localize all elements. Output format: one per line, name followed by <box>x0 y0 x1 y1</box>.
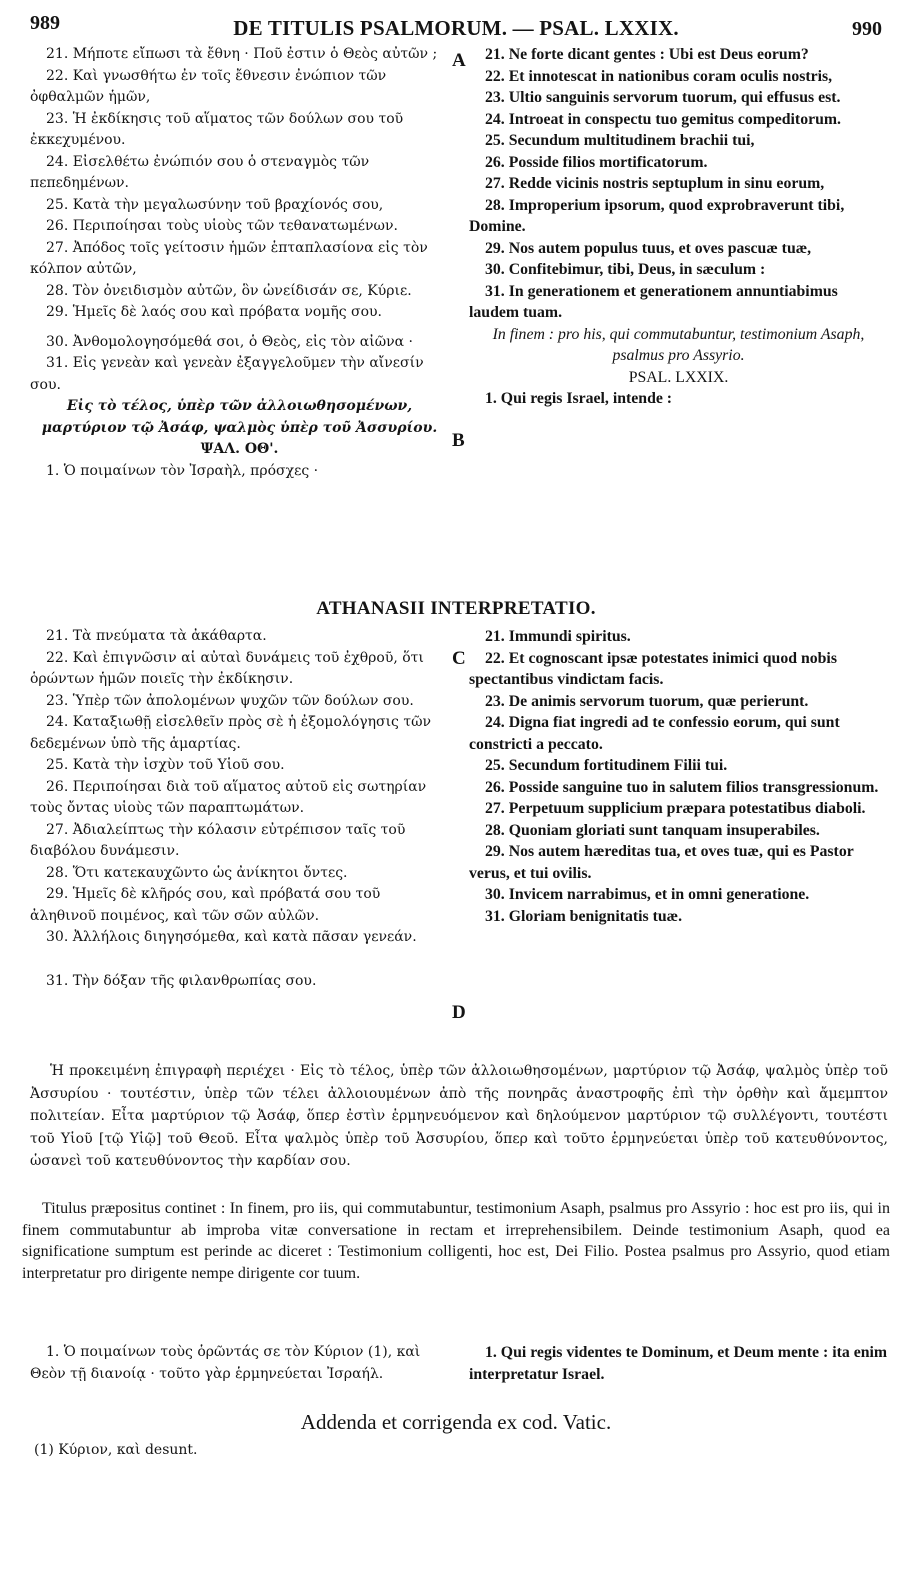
interp-latin-27: 27. Perpetuum supplicium præpara potestatibus diaboli. <box>485 800 866 817</box>
greek-psalm-number: ΨΑΛ. ΟΘ'. <box>200 441 279 457</box>
interp-latin-22: 22. Et cognoscant ipsæ potestates inimici quod nobis spectantibus vindictam facis. <box>469 649 837 688</box>
margin-letter-b: B <box>452 430 465 451</box>
greek-column <box>30 44 449 482</box>
interp-greek-24: 24. Καταξιωθῇ εἰσελθεῖν πρὸς σὲ ἡ ἐξομολόγησις τῶν δεδεμένων ὑπὸ τῆς ἁμαρτίας. <box>30 714 432 752</box>
latin-verse-30: 30. Confitebimur, tibi, Deus, in sæculum : <box>485 261 766 278</box>
greek-verse-30: 30. Ἀνθομολογησόμεθά σοι, ὁ Θεὸς, εἰς τὸν αἰῶνα · <box>46 333 413 350</box>
greek-verse-22: 22. Καὶ γνωσθήτω ἐν τοῖς ἔθνεσιν ἐνώπιον τῶν ὀφθαλμῶν ἡμῶν, <box>30 67 387 105</box>
interp-greek-22: 22. Καὶ ἐπιγνῶσιν αἱ αὐταὶ δυνάμεις τοῦ ἐχθροῦ, ὅτι ὁρώντων ἡμῶν ποιεῖς τὴν ἐκδίκησιν. <box>30 649 424 687</box>
interp-greek-26: 26. Περιποίησαι διὰ τοῦ αἵματος αὐτοῦ εἰς σωτηρίαν τοὺς ὄντας υἱοὺς τῶν παραπτωμάτων. <box>30 778 427 816</box>
interp-greek-28: 28. Ὅτι κατεκαυχῶντο ὡς ἀνίκητοι ὄντες. <box>46 864 348 881</box>
footnote: (1) Κύριον, καὶ desunt. <box>34 1442 198 1458</box>
interp-greek-23: 23. Ὑπὲρ τῶν ἀπολομένων ψυχῶν τῶν δούλων σου. <box>46 692 414 709</box>
final-greek-verse-1: 1. Ὁ ποιμαίνων τοὺς ὁρῶντάς σε τὸν Κύριον (1), καὶ Θεὸν τῇ διανοίᾳ · τοῦτο γὰρ ἑρμηνεύεται Ἰσραήλ. <box>30 1344 421 1382</box>
latin-verse-23: 23. Ultio sanguinis servorum tuorum, qui effusus est. <box>485 89 841 106</box>
interp-greek-21: 21. Τὰ πνεύματα τὰ ἀκάθαρτα. <box>46 628 267 644</box>
greek-verse-27: 27. Ἀπόδος τοῖς γείτοσιν ἡμῶν ἑπταπλασίονα εἰς τὸν κόλπον αὐτῶν, <box>30 239 428 277</box>
greek-verse-23: 23. Ἡ ἐκδίκησις τοῦ αἵματος τῶν δούλων σου τοῦ ἐκκεχυμένου. <box>30 110 404 148</box>
interp-latin-28: 28. Quoniam gloriati sunt tanquam insuperabiles. <box>485 821 820 839</box>
greek-verse-25: 25. Κατὰ τὴν μεγαλωσύνην τοῦ βραχίονός σου, <box>46 196 384 213</box>
latin-verse-31: 31. In generationem et generationem annuntiabimus laudem tuam. <box>469 282 838 321</box>
final-latin-verse-1: 1. Qui regis videntes te Dominum, et Deum mente : ita enim interpretatur Israel. <box>469 1344 888 1383</box>
latin-verse-27: 27. Redde vicinis nostris septuplum in sinu eorum, <box>485 175 825 192</box>
interp-greek-31: 31. Τὴν δόξαν τῆς φιλανθρωπίας σου. <box>46 972 317 989</box>
greek-verse-28: 28. Τὸν ὀνειδισμὸν αὐτῶν, ὃν ὠνείδισάν σε, Κύριε. <box>46 282 412 299</box>
interp-greek-25: 25. Κατὰ τὴν ἰσχὺν τοῦ Υἱοῦ σου. <box>46 757 285 773</box>
interp-greek-29: 29. Ἡμεῖς δὲ κλῆρός σου, καὶ πρόβατά σου τοῦ ἀληθινοῦ ποιμένος, καὶ τῶν σῶν αὐλῶν. <box>30 886 381 924</box>
interp-latin-24: 24. Digna fiat ingredi ad te confessio eorum, qui sunt constricti a peccato. <box>469 714 840 753</box>
latin-verse-24: 24. Introeat in conspectu tuo gemitus compeditorum. <box>485 110 842 128</box>
interp-latin-25: 25. Secundum fortitudinem Filii tui. <box>485 757 728 774</box>
interp-latin-column <box>469 626 888 992</box>
greek-commentary-text: Ἡ προκειμένη ἐπιγραφὴ περιέχει · Εἰς τὸ τέλος, ὑπὲρ τῶν ἀλλοιωθησομένων, μαρτύριον τῷ Ἀσάφ, ψαλμὸς ὑπὲρ τοῦ Ἀσσυρίου · τουτέστιν, ὑπὲρ τῶν τέλει ἀλλοιουμένων ἀπὸ τῆς πονηρᾶς ἀναστροφῆς ἐπὶ τὴν ὀρθὴν καὶ ἄμεμπτον πολιτείαν. Εἶτα μαρτύριον τῷ Ἀσάφ, ὅπερ ἐστὶν ἑρμηνευόμενον καὶ δηλούμενον μαρτύριον τῷ συλλέγοντι, τουτέστι τοῦ Υἱοῦ [τῷ Υἱῷ] τοῦ Θεοῦ. Εἶτα ψαλμὸς ὑπὲρ τοῦ Ἀσσυρίου, ὅπερ καὶ τοῦτο ἑρμηνεύεται ὑπὲρ τοῦ κατευθύνοντος, ὡσανεὶ τοῦ κατευθύνοντος τὴν καρδίαν σου. <box>30 1063 888 1169</box>
interp-greek-30: 30. Ἀλλήλοις διηγησόμεθα, καὶ κατὰ πᾶσαν γενεάν. <box>46 929 417 945</box>
latin-verse-28: 28. Improperium ipsorum, quod exprobraverunt tibi, Domine. <box>469 196 845 235</box>
section-title: ATHANASII INTERPRETATIO. <box>316 598 596 619</box>
latin-commentary-text: Titulus præpositus continet : In finem, pro iis, qui commutabuntur, testimonium Asaph, psalmus pro Assyrio : hoc est pro iis, qui in finem commutabuntur ab improba vitæ conversatione in rectam et irreprehensibilem. Deinde testimonium Asaph, quod ea significatione sumptum est perinde ac diceret : Testimonium colligenti, hoc est, Dei Filio. Postea psalmus pro Assyrio, quod etiam interpretatur pro dirigente nempe dirigente cor tuum. <box>22 1200 890 1282</box>
latin-psalm-number: PSAL. LXXIX. <box>628 368 729 386</box>
latin-verse-26: 26. Posside filios mortificatorum. <box>485 153 708 171</box>
page-header <box>30 12 882 40</box>
greek-verse-31: 31. Εἰς γενεὰν καὶ γενεὰν ἐξαγγελοῦμεν τὴν αἴνεσίν σου. <box>30 355 424 393</box>
interp-greek-column <box>30 626 449 992</box>
greek-verse-24: 24. Εἰσελθέτω ἐνώπιόν σου ὁ στεναγμὸς τῶν πεπεδημένων. <box>30 153 370 191</box>
margin-letter-c: C <box>452 648 466 669</box>
greek-verse-21: 21. Μήποτε εἴπωσι τὰ ἔθνη · Ποῦ ἐστιν ὁ Θεὸς αὐτῶν ; <box>46 46 438 62</box>
final-greek-column <box>30 1342 449 1385</box>
interp-latin-26: 26. Posside sanguine tuo in salutem filios transgressionum. <box>485 778 879 796</box>
page-number-right: 990 <box>852 18 882 40</box>
page-number-left: 989 <box>30 12 60 34</box>
greek-commentary <box>30 1060 888 1173</box>
interp-latin-31: 31. Gloriam benignitatis tuæ. <box>485 907 683 925</box>
final-latin-column <box>469 1342 888 1385</box>
interp-latin-21: 21. Immundi spiritus. <box>485 628 631 645</box>
latin-commentary <box>22 1198 890 1284</box>
psalm-parallel-text <box>30 44 888 482</box>
latin-psalm-title: In finem : pro his, qui commutabuntur, testimonium Asaph, psalmus pro Assyrio. <box>492 325 865 364</box>
running-title: DE TITULIS PSALMORUM. — PSAL. LXXIX. <box>233 16 679 40</box>
margin-letter-d: D <box>452 1002 466 1023</box>
latin-verse-1: 1. Qui regis Israel, intende : <box>485 390 673 407</box>
latin-verse-25: 25. Secundum multitudinem brachii tui, <box>485 132 755 149</box>
latin-verse-22: 22. Et innotescat in nationibus coram oculis nostris, <box>485 67 833 85</box>
greek-verse-26: 26. Περιποίησαι τοὺς υἱοὺς τῶν τεθανατωμένων. <box>46 218 398 234</box>
latin-verse-29: 29. Nos autem populus tuus, et oves pascuæ tuæ, <box>485 239 812 257</box>
addenda-title: Addenda et corrigenda ex cod. Vatic. <box>300 1410 612 1434</box>
interp-latin-29: 29. Nos autem hæreditas tua, et oves tuæ, qui es Pastor verus, et tui ovilis. <box>469 843 854 882</box>
greek-verse-1: 1. Ὁ ποιμαίνων τὸν Ἰσραὴλ, πρόσχες · <box>46 462 319 479</box>
interpretation-parallel-text <box>30 626 888 992</box>
interp-latin-30: 30. Invicem narrabimus, et in omni generatione. <box>485 886 810 903</box>
final-verse-parallel <box>30 1342 888 1385</box>
interp-latin-23: 23. De animis servorum tuorum, quæ perierunt. <box>485 692 809 710</box>
latin-column <box>469 44 888 482</box>
margin-letter-a: A <box>452 50 466 71</box>
interp-greek-27: 27. Ἀδιαλείπτως τὴν κόλασιν εὐτρέπισον ταῖς τοῦ διαβόλου δυνάμεσιν. <box>30 821 406 859</box>
greek-verse-29: 29. Ἡμεῖς δὲ λαός σου καὶ πρόβατα νομῆς σου. <box>46 304 382 320</box>
greek-psalm-title: Εἰς τὸ τέλος, ὑπὲρ τῶν ἀλλοιωθησομένων, μαρτύριον τῷ Ἀσάφ, ψαλμὸς ὑπὲρ τοῦ Ἀσσυρίου. <box>41 398 438 436</box>
latin-verse-21: 21. Ne forte dicant gentes : Ubi est Deus eorum? <box>485 46 809 63</box>
